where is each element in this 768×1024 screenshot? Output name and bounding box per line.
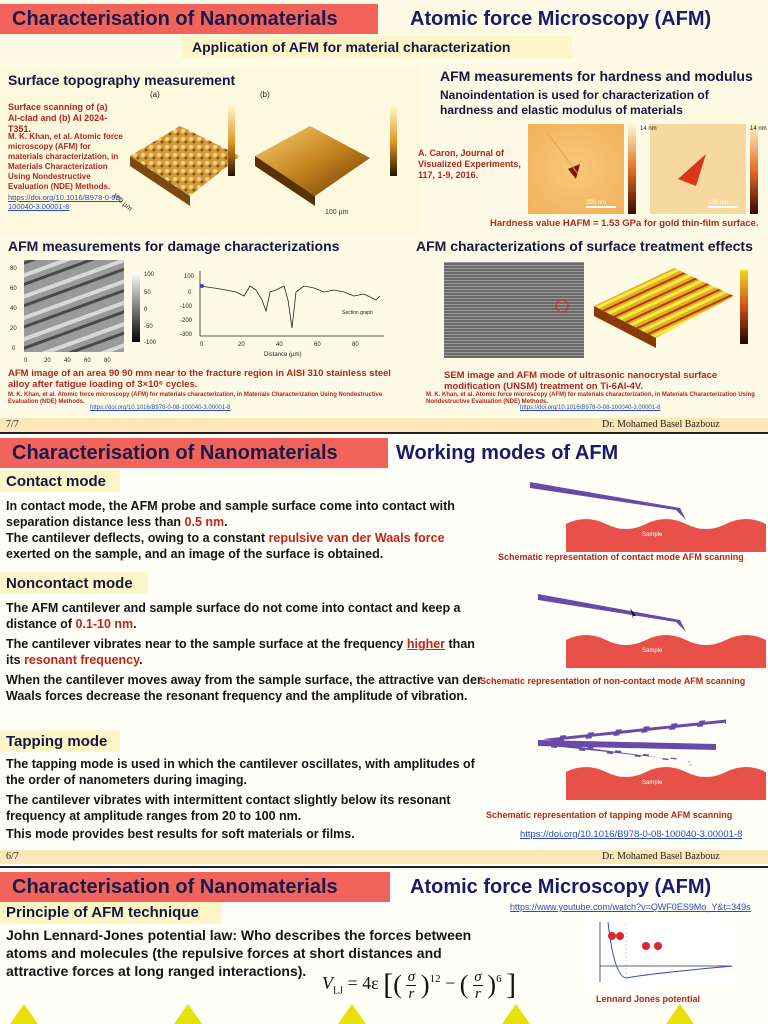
noncontact-p1: The AFM cantilever and sample surface do not come into contact and keep a distance of 0.1-10 nm.: [6, 601, 461, 631]
svg-text:60: 60: [84, 358, 91, 364]
label-b: (b): [260, 90, 270, 99]
yellow-triangle-3: [338, 1004, 366, 1024]
contact-caption: Schematic representation of contact mode AFM scanning: [498, 552, 744, 562]
damage-afm-image: [24, 260, 124, 352]
svg-text:Section graph: Section graph: [342, 310, 373, 316]
svg-text:-50: -50: [144, 324, 153, 330]
slide-working-modes: [0, 434, 768, 866]
svg-text:60: 60: [10, 286, 17, 292]
contact-p2: The cantilever deflects, owing to a constant repulsive van der Waals force exerted on the sample, and an image of the surface is obtained.: [6, 531, 445, 561]
slide-principle: [0, 868, 768, 1024]
topo-heading: Surface topography measurement: [8, 72, 236, 88]
lj-potential-graph: [586, 916, 736, 988]
slide-title-right: Atomic force Microscopy (AFM): [410, 8, 712, 30]
label-a: (a): [150, 90, 160, 99]
colorbar-a: [228, 106, 235, 176]
sem-image: [444, 262, 584, 358]
damage-link[interactable]: https://doi.org/10.1016/B978-0-08-100040-3.00001-8: [90, 405, 231, 411]
author: Dr. Mohamed Basel Bazbouz: [602, 851, 720, 862]
tapping-link[interactable]: https://doi.org/10.1016/B978-0-08-100040-3.00001-8: [520, 829, 743, 840]
lj-caption: Lennard Jones potential: [596, 994, 701, 1004]
svg-text:-300: -300: [180, 332, 193, 338]
scale-1: 200 nm: [586, 200, 607, 206]
svg-text:60: 60: [314, 342, 321, 348]
svg-text:80: 80: [10, 266, 17, 272]
colorbar-b: [390, 106, 397, 176]
yellow-triangle-4: [502, 1004, 530, 1024]
tapping-p3: This mode provides best results for soft materials or films.: [6, 827, 355, 841]
principle-heading: Principle of AFM technique: [6, 904, 199, 921]
svg-text:0: 0: [144, 307, 148, 313]
yellow-triangle-1: [10, 1004, 38, 1024]
yellow-triangle-2: [174, 1004, 202, 1024]
afm-3d-surface: [594, 268, 734, 338]
svg-text:40: 40: [276, 342, 283, 348]
slide-title-right: Working modes of AFM: [396, 442, 619, 464]
contact-p1: In contact mode, the AFM probe and sample surface come into contact with separation distance less than 0.5 nm.: [6, 499, 455, 529]
surface-images: [444, 256, 764, 362]
slide-title-left: Characterisation of Nanomaterials: [0, 872, 390, 902]
hardness-heading: AFM measurements for hardness and modulus: [440, 68, 753, 84]
svg-text:80: 80: [352, 342, 359, 348]
topo-ref: M. K. Khan, et al. Atomic force microscopy (AFM) for materials characterization, in Materials Characterization Using Nondestructive Evaluation (NDE) Methods.: [8, 132, 123, 191]
topo-3d-b: [255, 126, 370, 196]
youtube-link[interactable]: https://www.youtube.com/watch?v=QWF0ES9Mo_Y&t=349s: [510, 902, 751, 912]
svg-text:50: 50: [144, 290, 151, 296]
svg-text:Sample: Sample: [642, 648, 663, 654]
surface-heading: AFM characterizations of surface treatment effects: [416, 238, 753, 254]
cb-unit-1: 14 nm: [640, 126, 657, 132]
contact-heading: Contact mode: [6, 473, 107, 490]
svg-text:Sample: Sample: [642, 532, 663, 538]
svg-text:0: 0: [200, 342, 204, 348]
tapping-p1: The tapping mode is used in which the cantilever oscillates, with amplitudes of the order of nanometers during imaging.: [6, 757, 475, 787]
svg-text:20: 20: [44, 358, 51, 364]
svg-text:20: 20: [238, 342, 245, 348]
svg-text:Distance (µm): Distance (µm): [264, 352, 302, 358]
damage-ref: M. K. Khan, et al. Atomic force microscopy (AFM) for materials characterization, in Materials Characterization Using Nondestructive Evaluation (NDE) Methods.: [8, 392, 383, 405]
slide-title-left: Characterisation of Nanomaterials: [0, 4, 378, 34]
noncontact-p3: When the cantilever moves away from the sample surface, the attractive van der Waals forces decrease the resonant frequency and the amplitude of vibration.: [6, 673, 482, 703]
slide-applications: [0, 0, 768, 432]
damage-colorbar: [132, 272, 140, 342]
tapping-heading: Tapping mode: [6, 733, 108, 750]
lj-equation: $V_{LJ} = 4\varepsilon$ [( $\frac{\sigma}{r} )^{12}$ − ( $\frac{\sigma}{r} )^6$ ]: [322, 968, 517, 1002]
damage-heading: AFM measurements for damage characterizations: [8, 238, 340, 254]
cb-unit-2: 14 nm: [750, 126, 767, 132]
svg-text:Sample: Sample: [642, 780, 663, 786]
slide-title-right: Atomic force Microscopy (AFM): [410, 876, 712, 898]
topo-3d-a: [130, 126, 240, 196]
svg-text:40: 40: [64, 358, 71, 364]
svg-text:-200: -200: [180, 318, 193, 324]
scale-2: 100 nm: [708, 200, 729, 206]
svg-text:-100: -100: [180, 304, 193, 310]
svg-text:80: 80: [104, 358, 111, 364]
page-number: 7/7: [6, 419, 19, 430]
topography-images: [100, 96, 420, 232]
noncontact-heading: Noncontact mode: [6, 575, 133, 592]
svg-text:0: 0: [24, 358, 28, 364]
surface-caption: SEM image and AFM mode of ultrasonic nanocrystal surface modification (UNSM) treatment on Ti-6Al-4V.: [444, 370, 718, 392]
subtitle: Application of AFM for material characterization: [192, 39, 511, 55]
tapping-p2: The cantilever vibrates with intermittent contact slightly below its resonant frequency at amplitude ranges from 20 to 100 nm.: [6, 793, 451, 823]
surface-link[interactable]: https://doi.org/10.1016/B978-0-08-100040-3.00001-8: [520, 405, 661, 411]
axis-b-label: 100 µm: [325, 209, 349, 216]
tapping-caption: Schematic representation of tapping mode AFM scanning: [486, 810, 733, 820]
svg-text:100: 100: [184, 274, 195, 280]
axis-a-label: 100 µm: [110, 192, 134, 213]
noncontact-p2: The cantilever vibrates near to the sample surface at the frequency higher than its resonant frequency.: [6, 637, 475, 667]
noncontact-schematic: [490, 584, 768, 678]
author: Dr. Mohamed Basel Bazbouz: [602, 419, 720, 430]
hardness-caption: Hardness value HAFM = 1.53 GPa for gold thin-film surface.: [490, 218, 759, 229]
svg-text:20: 20: [10, 326, 17, 332]
svg-text:100: 100: [144, 272, 155, 278]
svg-text:0: 0: [188, 290, 192, 296]
hardness-desc: Nanoindentation is used for characterization of hardness and elastic modulus of materials: [440, 88, 709, 117]
svg-text:0: 0: [12, 346, 16, 352]
damage-caption: AFM image of an area 90 90 mm near to the fracture region in AISI 310 stainless steel alloy after fatigue loading of 3×10⁶ cycles.: [8, 368, 391, 390]
topo-link[interactable]: https://doi.org/10.1016/B978-0-08-100040-3.00001-8: [8, 193, 123, 211]
tapping-schematic: [490, 712, 768, 808]
principle-body: John Lennard-Jones potential law: Who describes the forces between atoms and molecules (the repulsive forces at short distances and attractive forces at long ranged interactions).: [6, 927, 472, 979]
damage-figures: [4, 256, 404, 366]
hardness-ref: A. Caron, Journal of Visualized Experiments, 117, 1-9, 2016.: [418, 148, 521, 180]
topo-desc: Surface scanning of (a) Al-clad and (b) Al 2024-T351.: [8, 102, 108, 134]
contact-schematic: [490, 474, 768, 564]
surface-ref: M. K. Khan, et al. Atomic force microscopy (AFM) for materials characterization, in Materials Characterization Using Nondestructive Evaluation (NDE) Methods.: [426, 392, 755, 405]
indentation-images: [528, 124, 768, 216]
svg-text:40: 40: [10, 306, 17, 312]
svg-text:-100: -100: [144, 340, 157, 346]
noncontact-caption: Schematic representation of non-contact mode AFM scanning: [480, 676, 746, 686]
yellow-triangle-5: [666, 1004, 694, 1024]
slide-title-left: Characterisation of Nanomaterials: [0, 438, 388, 468]
page-number: 6/7: [6, 851, 19, 862]
